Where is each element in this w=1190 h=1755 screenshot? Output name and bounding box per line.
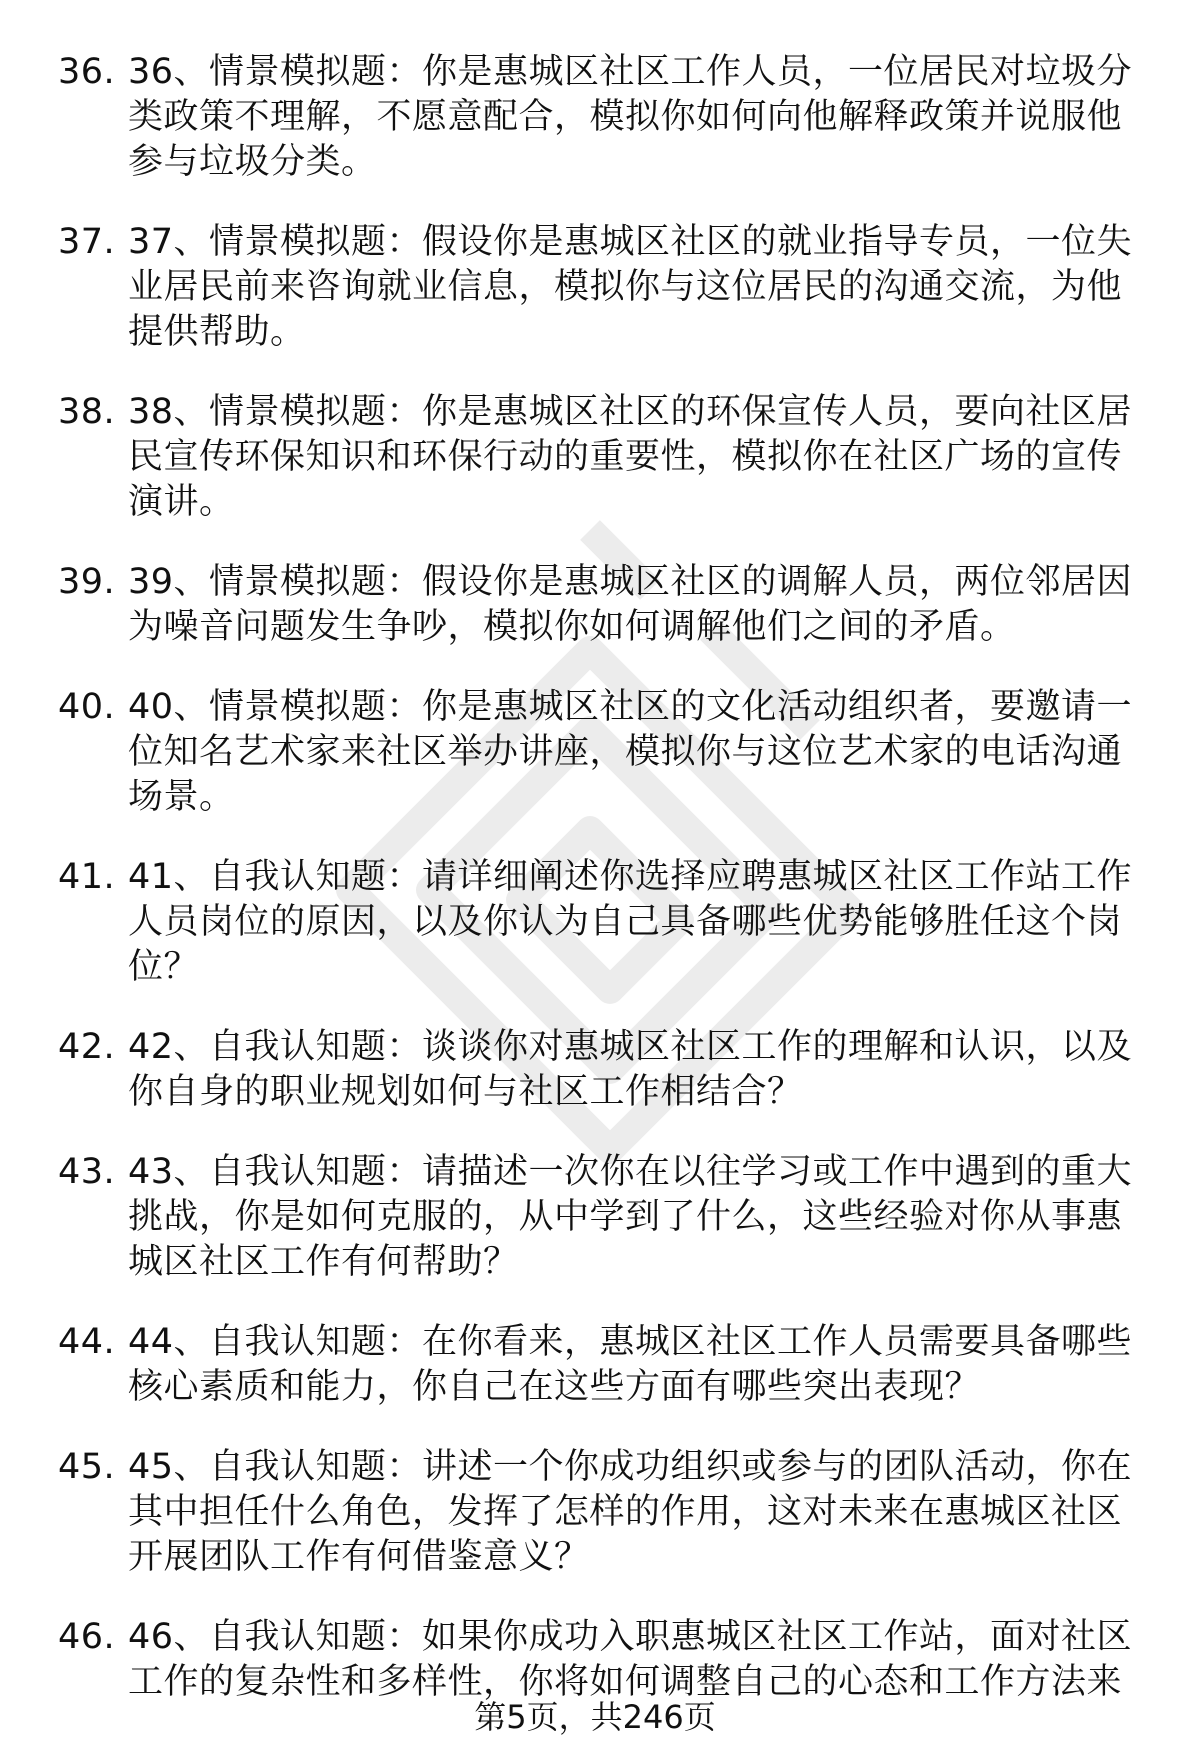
list-item-text: 38、情景模拟题：你是惠城区社区的环保宣传人员，要向社区居民宣传环保知识和环保行动的重要性，模拟你在社区广场的宣传演讲。 — [128, 392, 1133, 522]
list-item — [0, 1150, 1190, 1285]
list-item-text: 36、情景模拟题：你是惠城区社区工作人员，一位居民对垃圾分类政策不理解，不愿意配合，模拟你如何向他解释政策并说服他参与垃圾分类。 — [128, 52, 1133, 182]
list-item-text: 39、情景模拟题：假设你是惠城区社区的调解人员，两位邻居因为噪音问题发生争吵，模拟你如何调解他们之间的矛盾。 — [128, 562, 1133, 647]
list-item — [0, 390, 1190, 525]
list-item-number: 38. — [58, 392, 116, 432]
list-item-text: 41、自我认知题：请详细阐述你选择应聘惠城区社区工作站工作人员岗位的原因，以及你认为自己具备哪些优势能够胜任这个岗位？ — [128, 857, 1133, 987]
list-item — [0, 1445, 1190, 1580]
list-item — [0, 685, 1190, 820]
list-item — [0, 50, 1190, 185]
list-item-text: 45、自我认知题：讲述一个你成功组织或参与的团队活动，你在其中担任什么角色，发挥了怎样的作用，这对未来在惠城区社区开展团队工作有何借鉴意义？ — [128, 1447, 1133, 1577]
question-list — [0, 50, 1190, 1740]
list-item-number: 45. — [58, 1447, 116, 1487]
list-item-number: 41. — [58, 857, 116, 897]
list-item-number: 46. — [58, 1617, 116, 1657]
list-item — [0, 1320, 1190, 1410]
list-item-text: 42、自我认知题：谈谈你对惠城区社区工作的理解和认识，以及你自身的职业规划如何与社区工作相结合？ — [128, 1027, 1133, 1112]
page-number-footer: 第5页，共246页 — [474, 1698, 716, 1736]
list-item — [0, 1615, 1190, 1705]
list-item-text: 46、自我认知题：如果你成功入职惠城区社区工作站，面对社区工作的复杂性和多样性，你将如何调整自己的心态和工作方法来 — [128, 1617, 1133, 1702]
list-item-text: 43、自我认知题：请描述一次你在以往学习或工作中遇到的重大挑战，你是如何克服的，从中学到了什么，这些经验对你从事惠城区社区工作有何帮助？ — [128, 1152, 1133, 1282]
list-item-number: 36. — [58, 52, 116, 92]
list-item-text: 40、情景模拟题：你是惠城区社区的文化活动组织者，要邀请一位知名艺术家来社区举办讲座，模拟你与这位艺术家的电话沟通场景。 — [128, 687, 1133, 817]
list-item-number: 40. — [58, 687, 116, 727]
list-item — [0, 1025, 1190, 1115]
list-item — [0, 855, 1190, 990]
list-item-number: 39. — [58, 562, 116, 602]
list-item-number: 44. — [58, 1322, 116, 1362]
list-item-text: 37、情景模拟题：假设你是惠城区社区的就业指导专员，一位失业居民前来咨询就业信息，模拟你与这位居民的沟通交流，为他提供帮助。 — [128, 222, 1133, 352]
list-item — [0, 220, 1190, 355]
list-item — [0, 560, 1190, 650]
list-item-number: 43. — [58, 1152, 116, 1192]
list-item-text: 44、自我认知题：在你看来，惠城区社区工作人员需要具备哪些核心素质和能力，你自己在这些方面有哪些突出表现？ — [128, 1322, 1133, 1407]
list-item-number: 37. — [58, 222, 116, 262]
list-item-number: 42. — [58, 1027, 116, 1067]
